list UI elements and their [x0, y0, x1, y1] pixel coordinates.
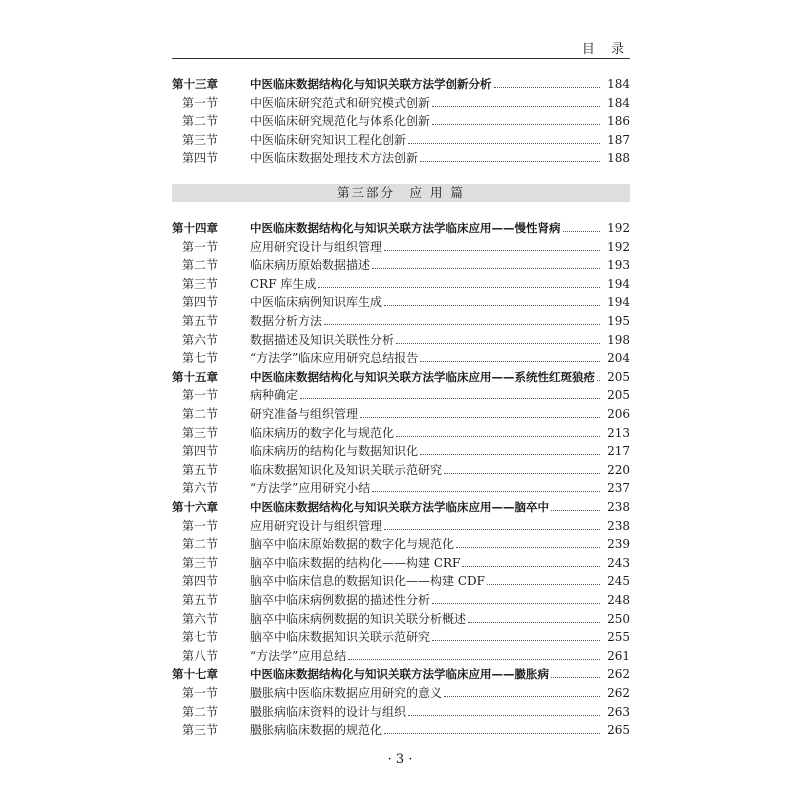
toc-section-entry[interactable]	[172, 646, 630, 664]
dot-leader	[300, 398, 600, 399]
entry-label: 第二节	[182, 537, 219, 552]
entry-label: 第三节	[182, 132, 219, 147]
entry-page: 198	[607, 332, 630, 347]
toc-section-entry[interactable]	[172, 255, 630, 273]
dot-leader	[384, 250, 600, 251]
entry-page: 193	[607, 258, 630, 273]
entry-title: 中医临床数据结构化与知识关联方法学创新分析	[250, 77, 492, 91]
entry-label: 第二节	[182, 114, 219, 129]
toc-chapter-entry[interactable]	[172, 218, 630, 236]
toc-section-entry[interactable]	[172, 348, 630, 366]
toc-section-entry[interactable]	[172, 460, 630, 478]
entry-label: 第四节	[182, 574, 219, 589]
entry-page: 206	[607, 407, 630, 421]
entry-label: 第六节	[182, 481, 219, 496]
entry-page: 195	[607, 314, 630, 328]
entry-title: 中医临床病例知识库生成	[250, 295, 383, 310]
entry-page: 262	[607, 686, 630, 700]
entry-label: 第十四章	[172, 221, 218, 235]
entry-title: 中医临床研究范式和研究模式创新	[250, 95, 431, 110]
dot-leader	[462, 566, 600, 567]
dot-leader	[372, 268, 600, 269]
dot-leader	[384, 305, 600, 306]
toc-section-entry[interactable]	[172, 627, 630, 645]
entry-label: 第五节	[182, 593, 219, 607]
entry-page: 237	[607, 481, 630, 496]
toc-section-entry[interactable]	[172, 237, 630, 255]
entry-title: 中医临床研究知识工程化创新	[250, 132, 407, 147]
entry-label: 第十五章	[172, 369, 218, 384]
toc-chapter-entry[interactable]	[172, 74, 630, 92]
entry-label: 第二节	[182, 407, 219, 421]
entry-label: 第二节	[182, 704, 219, 719]
entry-label: 第十三章	[172, 77, 218, 91]
dot-leader	[432, 603, 600, 604]
toc-section-entry[interactable]	[172, 683, 630, 701]
dot-leader	[324, 324, 600, 325]
entry-title: CRF 库生成	[250, 276, 317, 291]
entry-page: 239	[607, 537, 630, 552]
entry-page: 261	[607, 648, 630, 663]
entry-page: 187	[607, 132, 630, 147]
running-head: 目 录	[581, 42, 630, 57]
entry-label: 第十六章	[172, 500, 218, 514]
toc-section-entry[interactable]	[172, 478, 630, 496]
dot-leader	[551, 677, 600, 678]
toc-section-entry[interactable]	[172, 311, 630, 329]
entry-page: 192	[607, 221, 630, 235]
entry-title: 臌胀病临床资料的设计与组织	[250, 704, 407, 719]
entry-label: 第三节	[182, 276, 219, 291]
entry-page: 205	[607, 388, 630, 403]
dot-leader	[420, 454, 600, 455]
entry-label: 第八节	[182, 648, 219, 663]
entry-page: 217	[607, 444, 630, 459]
toc-section-entry[interactable]	[172, 93, 630, 111]
entry-title: 脑卒中临床原始数据的数字化与规范化	[250, 537, 455, 552]
entry-page: 263	[607, 704, 630, 719]
entry-title: 中医临床研究规范化与体系化创新	[250, 114, 431, 129]
toc-section-entry[interactable]	[172, 423, 630, 441]
entry-title: 病种确定	[250, 388, 299, 403]
entry-label: 第一节	[182, 239, 219, 254]
toc-chapter-entry[interactable]	[172, 497, 630, 515]
dot-leader	[372, 491, 600, 492]
entry-title: 脑卒中临床病例数据的知识关联分析概述	[250, 611, 467, 626]
entry-title: 中医临床数据结构化与知识关联方法学临床应用——臌胀病	[250, 667, 549, 682]
dot-leader	[432, 640, 600, 641]
toc-section-entry[interactable]	[172, 534, 630, 552]
toc-section-entry[interactable]	[172, 148, 630, 166]
dot-leader	[432, 106, 600, 107]
entry-label: 第四节	[182, 295, 219, 310]
dot-leader	[348, 659, 600, 660]
entry-page: 184	[607, 77, 630, 91]
entry-page: 238	[607, 500, 630, 514]
entry-page: 205	[607, 369, 630, 384]
entry-title: 中医临床数据结构化与知识关联方法学临床应用——脑卒中	[250, 500, 549, 514]
dot-leader	[396, 343, 600, 344]
entry-label: 第六节	[182, 611, 219, 626]
toc-chapter-entry[interactable]	[172, 664, 630, 682]
entry-title: 中医临床数据处理技术方法创新	[250, 151, 419, 166]
entry-label: 第二节	[182, 258, 219, 273]
entry-label: 第七节	[182, 351, 219, 366]
entry-title: 研究准备与组织管理	[250, 407, 359, 421]
toc-section-entry[interactable]	[172, 590, 630, 608]
toc-section-entry[interactable]	[172, 441, 630, 459]
entry-label: 第一节	[182, 95, 219, 110]
entry-page: 248	[607, 593, 630, 607]
entry-title: “方法学”临床应用研究总结报告	[250, 351, 419, 366]
dot-leader	[563, 231, 601, 232]
entry-title: 应用研究设计与组织管理	[250, 239, 383, 254]
entry-label: 第六节	[182, 332, 219, 347]
entry-page: 188	[607, 151, 630, 166]
entry-title: 脑卒中临床数据的结构化——构建 CRF	[250, 555, 461, 570]
dot-leader	[396, 436, 600, 437]
entry-title: 中医临床数据结构化与知识关联方法学临床应用——系统性红斑狼疮	[250, 369, 595, 384]
dot-leader	[318, 287, 600, 288]
entry-page: 186	[607, 114, 630, 129]
entry-page: 243	[607, 555, 630, 570]
dot-leader	[420, 161, 600, 162]
entry-title: 临床病历的数字化与规范化	[250, 425, 395, 440]
dot-leader	[384, 733, 600, 734]
toc-section-entry[interactable]	[172, 720, 630, 738]
dot-leader	[444, 473, 600, 474]
entry-label: 第五节	[182, 314, 219, 328]
dot-leader	[494, 87, 601, 88]
entry-title: 临床病历的结构化与数据知识化	[250, 444, 419, 459]
entry-label: 第四节	[182, 151, 219, 166]
dot-leader	[597, 380, 600, 381]
entry-title: 脑卒中临床病例数据的描述性分析	[250, 593, 431, 607]
entry-title: 臌胀病临床数据的规范化	[250, 723, 383, 738]
entry-page: 192	[607, 239, 630, 254]
toc-chapter-entry[interactable]	[172, 367, 630, 385]
entry-page: 245	[607, 574, 630, 589]
entry-title: “方法学”应用总结	[250, 648, 347, 663]
entry-page: 194	[607, 276, 630, 291]
entry-page: 184	[607, 95, 630, 110]
entry-title: 数据描述及知识关联性分析	[250, 332, 395, 347]
entry-label: 第十七章	[172, 667, 218, 682]
entry-page: 255	[607, 630, 630, 645]
entry-page: 194	[607, 295, 630, 310]
entry-title: 臌胀病中医临床数据应用研究的意义	[250, 686, 443, 700]
dot-leader	[456, 547, 600, 548]
toc-section-entry[interactable]	[172, 385, 630, 403]
entry-page: 262	[607, 667, 630, 682]
entry-label: 第七节	[182, 630, 219, 645]
dot-leader	[487, 584, 600, 585]
entry-title: 应用研究设计与组织管理	[250, 518, 383, 533]
toc-section-entry[interactable]	[172, 130, 630, 148]
entry-title: 数据分析方法	[250, 314, 323, 328]
entry-title: 中医临床数据结构化与知识关联方法学临床应用——慢性肾病	[250, 221, 561, 235]
entry-title: 临床数据知识化及知识关联示范研究	[250, 462, 443, 477]
entry-page: 250	[607, 611, 630, 626]
entry-page: 265	[607, 723, 630, 738]
dot-leader	[432, 124, 600, 125]
page-number: · 3 ·	[387, 752, 413, 767]
toc-section-entry[interactable]	[172, 111, 630, 129]
dot-leader	[360, 417, 600, 418]
toc-section-entry[interactable]	[172, 516, 630, 534]
entry-title: “方法学”应用研究小结	[250, 481, 371, 496]
entry-page: 213	[607, 425, 630, 440]
entry-label: 第一节	[182, 518, 219, 533]
toc-section-entry[interactable]	[172, 292, 630, 310]
toc-section-entry[interactable]	[172, 330, 630, 348]
entry-label: 第一节	[182, 388, 219, 403]
entry-label: 第三节	[182, 425, 219, 440]
entry-page: 204	[607, 351, 630, 366]
entry-label: 第一节	[182, 686, 219, 700]
entry-title: 临床病历原始数据描述	[250, 258, 371, 273]
dot-leader	[468, 622, 600, 623]
toc-section-entry[interactable]	[172, 609, 630, 627]
toc-section-entry[interactable]	[172, 702, 630, 720]
entry-label: 第四节	[182, 444, 219, 459]
dot-leader	[384, 529, 600, 530]
entry-label: 第三节	[182, 723, 219, 738]
toc-section-entry[interactable]	[172, 274, 630, 292]
toc-section-entry[interactable]	[172, 553, 630, 571]
entry-page: 238	[607, 518, 630, 533]
entry-page: 220	[607, 462, 630, 477]
dot-leader	[408, 143, 600, 144]
dot-leader	[408, 715, 600, 716]
entry-title: 脑卒中临床信息的数据知识化——构建 CDF	[250, 574, 485, 589]
toc-section-entry[interactable]	[172, 404, 630, 422]
dot-leader	[444, 696, 600, 697]
header-rule	[172, 58, 630, 59]
dot-leader	[551, 510, 600, 511]
toc-section-entry[interactable]	[172, 571, 630, 589]
entry-title: 脑卒中临床数据知识关联示范研究	[250, 630, 431, 645]
dot-leader	[420, 361, 600, 362]
entry-label: 第三节	[182, 555, 219, 570]
entry-label: 第五节	[182, 462, 219, 477]
part-heading: 第三部分 应 用 篇	[172, 184, 630, 202]
